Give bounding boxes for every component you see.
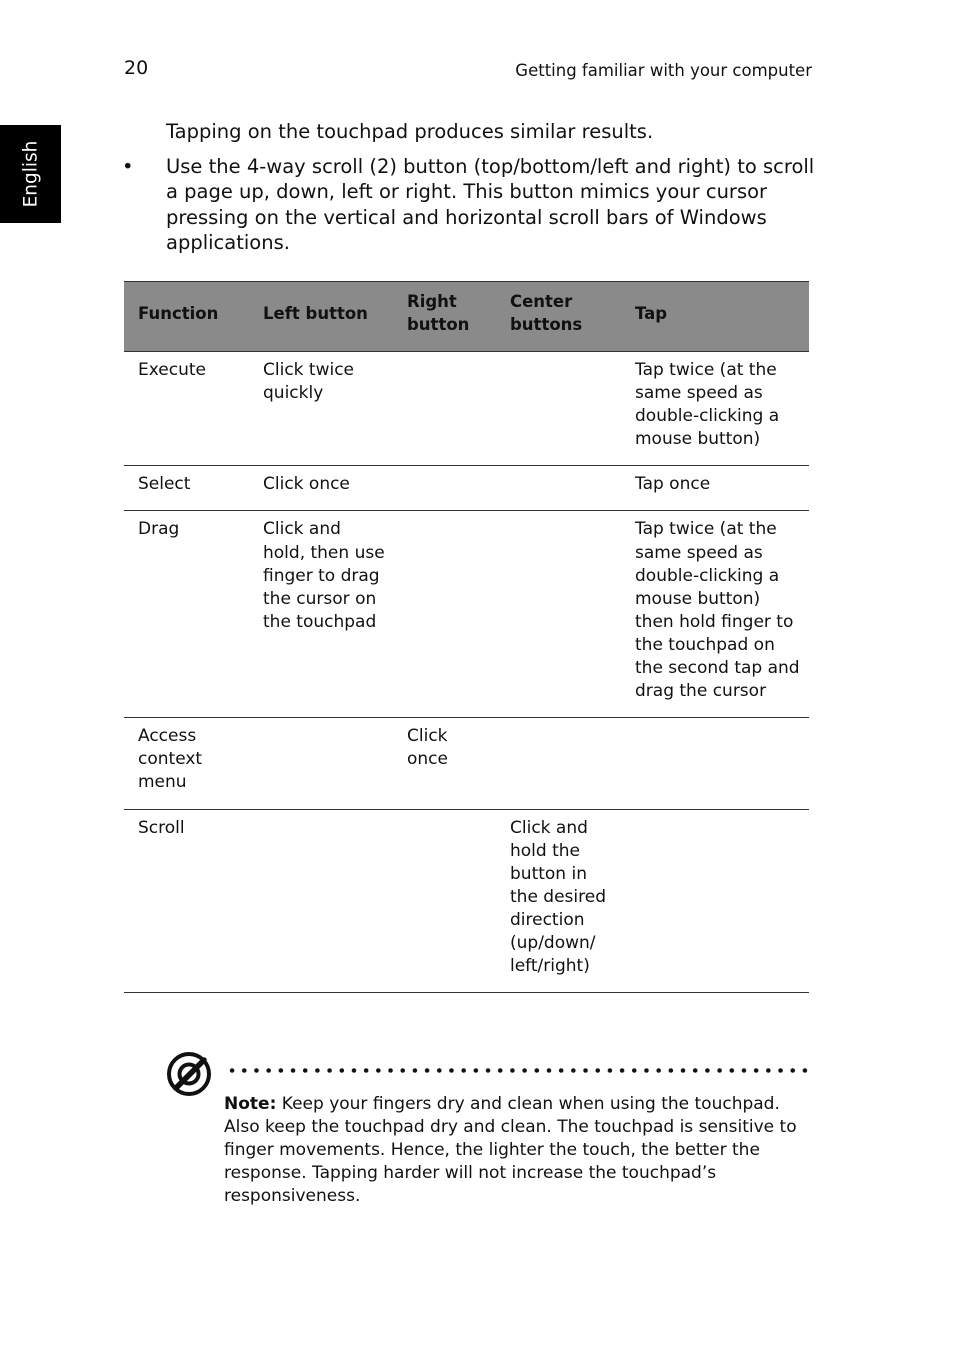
table-cell: Select <box>124 466 249 511</box>
table-cell <box>393 511 496 718</box>
table-cell <box>621 718 809 809</box>
table-row <box>124 718 809 809</box>
table-row <box>124 511 809 718</box>
table-cell <box>393 809 496 993</box>
table-row <box>124 352 809 466</box>
note-label: Note: <box>224 1094 277 1114</box>
table-cell <box>496 352 621 466</box>
bullet-marker: • <box>122 155 134 178</box>
running-header: Getting familiar with your computer <box>515 61 812 80</box>
table-cell <box>393 466 496 511</box>
table-cell: Click once <box>249 466 393 511</box>
header-tap: Tap <box>621 282 809 352</box>
header-function: Function <box>124 282 249 352</box>
note-text <box>224 1093 814 1208</box>
note-body: Keep your fingers dry and clean when using the touchpad. Also keep the touchpad dry and clean. The touchpad is sensitive to finger movements. Hence, the lighter the touch, the better the response. Tapping harder will not increase the touchpad’s responsiveness. <box>224 1094 797 1207</box>
language-tab <box>0 125 61 223</box>
table-cell: Tap twice (at the same speed as double-clicking a mouse button) <box>621 352 809 466</box>
table-cell <box>496 718 621 809</box>
table-cell: Drag <box>124 511 249 718</box>
table-cell: Tap twice (at the same speed as double-clicking a mouse button) then hold finger to the touchpad on the second tap and drag the cursor <box>621 511 809 718</box>
table-cell: Tap once <box>621 466 809 511</box>
table-row <box>124 466 809 511</box>
header-center-buttons: Center buttons <box>496 282 621 352</box>
table-cell: Scroll <box>124 809 249 993</box>
table-cell <box>496 466 621 511</box>
table-cell <box>249 809 393 993</box>
table-cell: Execute <box>124 352 249 466</box>
table-cell: Click once <box>393 718 496 809</box>
table-cell <box>393 352 496 466</box>
note-icon <box>166 1051 212 1097</box>
table-cell <box>621 809 809 993</box>
page-number: 20 <box>124 57 149 79</box>
bullet-paragraph: Use the 4-way scroll (2) button (top/bottom/left and right) to scroll a page up, down, left or right. This button mimics your cursor pressing on the vertical and horizontal scroll bars of Windows applications. <box>166 155 815 254</box>
table-cell: Access context menu <box>124 718 249 809</box>
header-left-button: Left button <box>249 282 393 352</box>
table-cell: Click twice quickly <box>249 352 393 466</box>
table-cell <box>249 718 393 809</box>
intro-paragraph: Tapping on the touchpad produces similar results. <box>166 120 654 143</box>
touchpad-function-table <box>124 281 809 993</box>
table-cell: Click and hold, then use finger to drag the cursor on the touchpad <box>249 511 393 718</box>
note-dotted-rule <box>226 1068 809 1073</box>
table-header-row <box>124 282 809 352</box>
language-tab-label: English <box>20 140 41 208</box>
header-right-button: Right button <box>393 282 496 352</box>
table-row <box>124 809 809 993</box>
table-cell: Click and hold the button in the desired direction (up/down/ left/right) <box>496 809 621 993</box>
table-cell <box>496 511 621 718</box>
